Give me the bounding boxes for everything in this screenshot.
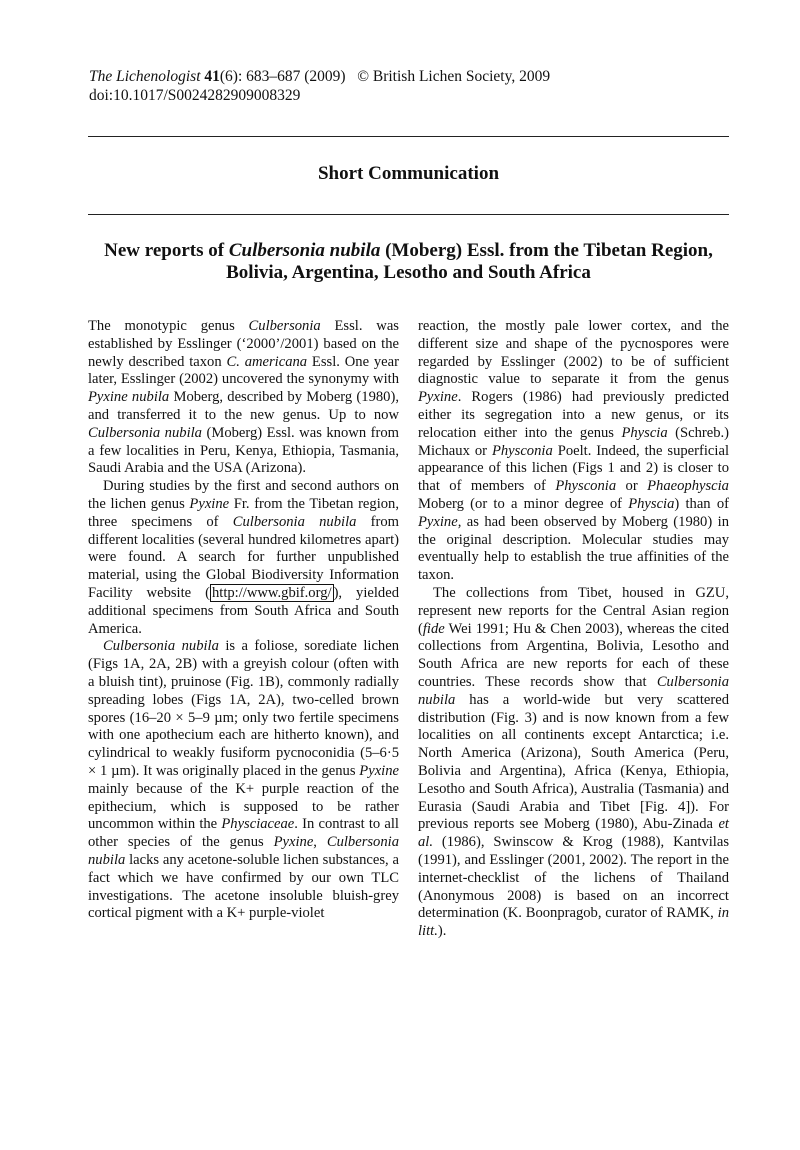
right-column (418, 318, 729, 941)
paragraph: reaction, the mostly pale lower cortex, and the different size and shape of the pycnospores were regarded by Esslinger (2002) to be of sufficient diagnostic value to separate it from the genus Pyxine. Rogers (1986) had previously predicted either its segregation into a new genus, or its relocation either into the genus Physcia (Schreb.) Michaux or Physconia Poelt. Indeed, the superficial appearance of this lichen (Figs 1 and 2) is closer to that of members of Physconia or Phaeophyscia Moberg (or to a minor degree of Physcia) than of Pyxine, as had been observed by Moberg (1980) in the original description. Molecular studies may eventually help to establish the true affinities of the taxon. (418, 318, 730, 584)
italic-term: C. americana (226, 353, 308, 370)
italic-term: Physconia (491, 442, 553, 459)
italic-term: fide (422, 620, 445, 637)
italic-term: in litt. (418, 905, 729, 940)
top-divider (88, 136, 729, 137)
italic-term: Culbersonia nubila (232, 513, 357, 530)
title-part-2: (Moberg) Essl. from the Tibetan Region, Bolivia, Argentina, Lesotho and South Africa (226, 240, 713, 283)
issue-pages: (6): 683–687 (2009) (219, 68, 346, 85)
italic-term: Pyxine (418, 389, 458, 406)
italic-term: Physcia (628, 495, 675, 512)
doi: doi:10.1017/S0024282909008329 (89, 87, 301, 104)
italic-term: Pyxine, (418, 513, 462, 530)
journal-name: The Lichenologist (89, 68, 201, 85)
journal-header (89, 67, 729, 105)
italic-term: Culbersonia nubila (88, 834, 400, 868)
title-species: Culbersonia nubila (228, 240, 381, 261)
gbif-link[interactable]: http://www.gbif.org/ (211, 584, 332, 601)
paragraph: Culbersonia nubila is a foliose, sorediate lichen (Figs 1A, 2A, 2B) with a greyish colour (often with a bluish tint), pruinose (Fig. 1B), commonly radially spreading lobes (Figs 1A, 2A), two-celled brown spores (16–20 × 5–9 µm; only two fertile specimens with one apothecium each are hitherto known), and cylindrical to weakly fusiform pycnoconidia (5–6·5 × 1 µm). It was originally placed in the genus Pyxine mainly because of the K+ purple reaction of the epithecium, which is supposed to be rather uncommon within the Physciaceae. In contrast to all other species of the genus Pyxine, Culbersonia nubila lacks any acetone-soluble lichen substances, a fact which we have confirmed by our own TLC investigations. The acetone insoluble bluish-grey cortical pigment with a K+ purple-violet (88, 638, 400, 922)
paragraph: The collections from Tibet, housed in GZU, represent new reports for the Central Asian region (fide Wei 1991; Hu & Chen 2003), whereas the cited collections from Argentina, Bolivia, Lesotho and South Africa are new reports for each of these countries. These records show that Culbersonia nubila has a world-wide but very scattered distribution (Fig. 3) and is now known from a few localities on all continents except Antarctica; i.e. North America (Arizona), South America (Peru, Bolivia and Argentina), Africa (Kenya, Ethiopia, Lesotho and South Africa), Australia (Tasmania) and Eurasia (Saudi Arabia and Tibet [Fig. 4]). For previous reports see Moberg (1980), Abu-Zinada et al. (1986), Swinscow & Krog (1988), Kantvilas (1991), and Esslinger (2001, 2002). The report in the internet-checklist of the lichens of Thailand (Anonymous 2008) is based on an incorrect determination (K. Boonpragob, curator of RAMK, in litt.). (418, 584, 729, 940)
bottom-divider (88, 214, 729, 215)
italic-term: Pyxine (273, 834, 314, 851)
section-label: Short Communication (317, 163, 500, 184)
italic-term: Physcia (621, 424, 668, 441)
title-part-1: New reports of (104, 240, 229, 261)
left-column (88, 318, 399, 923)
volume-number: 41 (204, 68, 220, 85)
italic-term: Pyxine (359, 762, 399, 779)
italic-term: Culbersonia (248, 318, 321, 334)
italic-term: Culbersonia nubila (103, 638, 219, 655)
italic-term: Phaeophyscia (647, 478, 729, 495)
italic-term: et al. (418, 816, 729, 851)
italic-term: Culbersonia nubila (418, 673, 729, 708)
italic-term: Culbersonia nubila (88, 424, 202, 441)
paragraph: The monotypic genus Culbersonia Essl. was established by Esslinger (‘2000’/2001) based on the newly described taxon C. americana Essl. One year later, Esslinger (2002) uncovered the synonymy with Pyxine nubila Moberg, described by Moberg (1980), and transferred it to the new genus. Up to now Culbersonia nubila (Moberg) Essl. was known from a few localities in Peru, Kenya, Ethiopia, Tasmania, Saudi Arabia and the USA (Arizona). (88, 318, 400, 477)
citation-line (89, 67, 729, 86)
italic-term: Pyxine (189, 495, 230, 512)
article-title (88, 240, 729, 284)
italic-term: Physciaceae (221, 816, 295, 833)
copyright-notice: © British Lichen Society, 2009 (357, 68, 551, 85)
paragraph: During studies by the first and second authors on the lichen genus Pyxine Fr. from the Tibetan region, three specimens of Culbersonia nubila from different localities (several hundred kilometres apart) were found. A search for further unpublished material, using the Global Biodiversity Information Facility website ( http://www.gbif.org/ ), yielded additional specimens from South Africa and South America. (88, 478, 400, 637)
italic-term: Physconia (555, 478, 617, 495)
italic-term: Pyxine nubila (88, 389, 170, 406)
